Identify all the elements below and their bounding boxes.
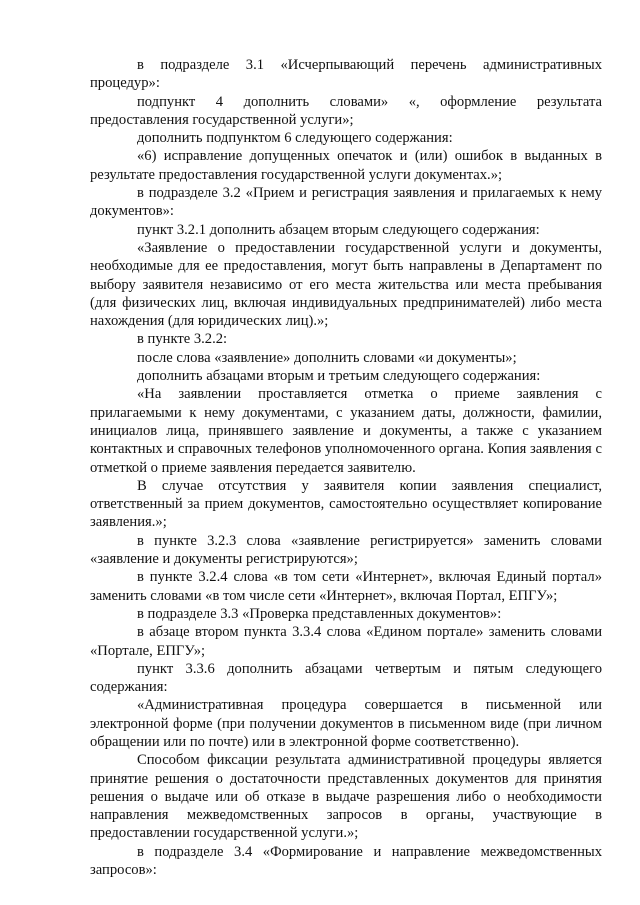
paragraph: в пункте 3.2.4 слова «в том сети «Интернет», включая Единый портал» заменить словами «в том числе сети «Интернет», включая Портал, ЕПГУ»;	[90, 569, 602, 604]
paragraph: «Заявление о предоставлении государственной услуги и документы, необходимые для ее предоставления, могут быть направлены в Департамент по выбору заявителя независимо от его места жительства или места пребывания (для физических лиц, включая индивидуальных предпринимателей) либо места нахождения (для юридических лиц).»;	[90, 239, 602, 330]
paragraph: в подразделе 3.4 «Формирование и направление межведомственных запросов»:	[90, 843, 602, 879]
paragraph: в абзаце втором пункта 3.3.4 слова «Едином портале» заменить словами «Портале, ЕПГУ»;	[90, 624, 602, 659]
paragraph: В случае отсутствия у заявителя копии заявления специалист, ответственный за прием документов, самостоятельно осуществляет копирование заявления.»;	[90, 477, 602, 531]
paragraph: в подразделе 3.3 «Проверка представленных документов»:	[137, 605, 502, 622]
paragraph: после слова «заявление» дополнить словами «и документы»;	[137, 349, 517, 366]
paragraph: пункт 3.3.6 дополнить абзацами четвертым и пятым следующего содержания:	[90, 660, 602, 696]
paragraph: в пункте 3.2.3 слова «заявление регистрируется» заменить словами «заявление и документы регистрируются»;	[90, 532, 602, 568]
paragraph: пункт 3.2.1 дополнить абзацем вторым следующего содержания:	[137, 221, 540, 238]
paragraph: «6) исправление допущенных опечаток и (или) ошибок в выданных в результате предоставления государственной услуги документах.»;	[90, 148, 602, 183]
paragraph: «Административная процедура совершается в письменной или электронной форме (при получении документов в письменном виде (при личном обращении или по почте) или в электронной форме соответственно).	[90, 697, 602, 750]
paragraph: Способом фиксации результата административной процедуры является принятие решения о достаточности представленных документов для принятия решения о выдаче или об отказе в выдаче разрешения либо о необходимости направления межведомственных запросов в органы, участвующие в предоставлении государственной услуги.»;	[90, 752, 602, 842]
paragraph: в пункте 3.2.2:	[137, 331, 228, 348]
paragraph: в подразделе 3.1 «Исчерпывающий перечень административных процедур»:	[90, 57, 602, 92]
paragraph: «На заявлении проставляется отметка о приеме заявления с прилагаемыми к нему документами, с указанием даты, должности, фамилии, инициалов лица, принявшего заявление и документы, а также с указанием контактных и справочных телефонов уполномоченного органа. Копия заявления с отметкой о приеме заявления передается заявителю.	[90, 386, 602, 476]
paragraph: в подразделе 3.2 «Прием и регистрация заявления и прилагаемых к нему документов»:	[90, 185, 602, 220]
paragraph: дополнить абзацами вторым и третьим следующего содержания:	[137, 368, 541, 385]
paragraph: дополнить подпунктом 6 следующего содержания:	[137, 130, 453, 147]
paragraph: подпункт 4 дополнить словами» «, оформление результата предоставления государственной услуги»;	[90, 93, 602, 128]
document-page	[90, 56, 602, 879]
